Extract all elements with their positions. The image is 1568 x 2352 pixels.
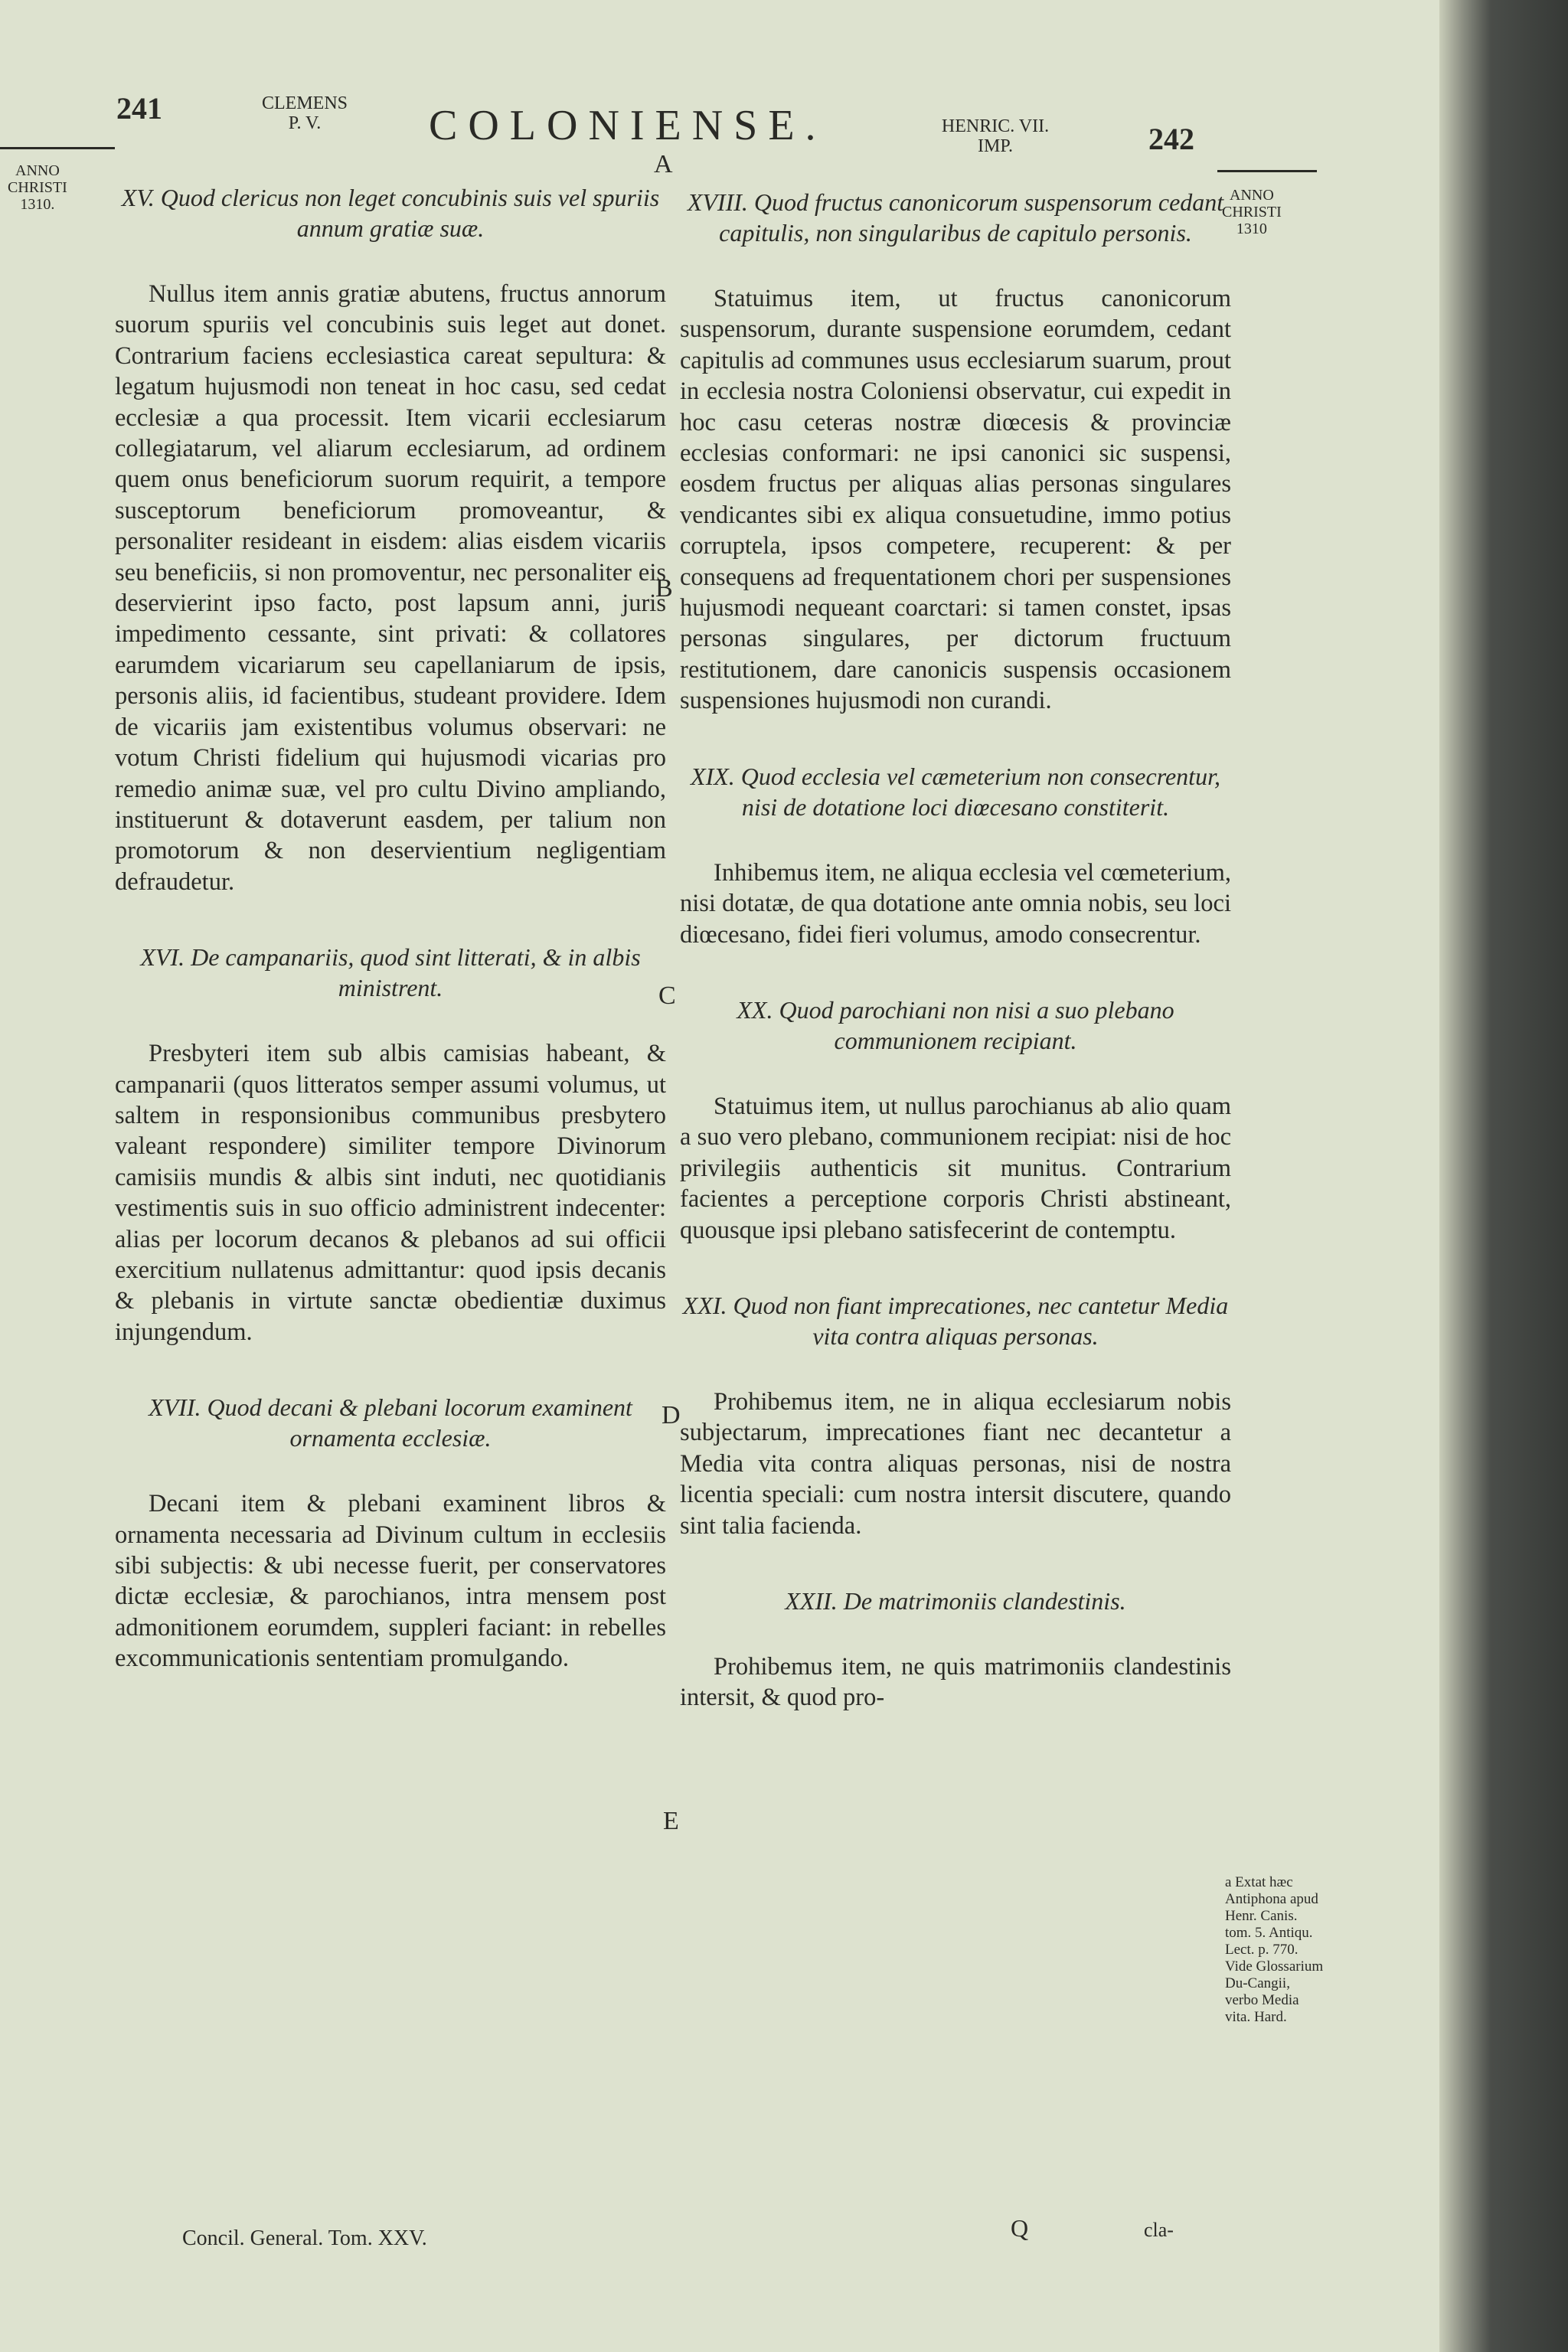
pope-number: P. V. [288,113,322,133]
emperor-title: IMP. [977,136,1014,156]
section-letter-b: B [655,574,673,603]
year-label: 1310 [1236,220,1267,237]
year-label: 1310. [20,196,55,213]
canon-text: Statuimus item, ut nullus parochianus ab alio quam a suo vero plebano, communionem recipiat: nisi de hoc privilegiis authenticis sit munitus. Contrarium facientes a perceptione corporis Christi abstineant, quousque ipsi plebano satisfecerint de contemptu. [680,1092,1231,1244]
canon-heading: XXI. Quod non fiant imprecationes, nec cantetur Media vita contra aliquas personas. [682,1291,1229,1350]
year-marker-left [8,162,67,213]
pope-name: CLEMENS [261,93,348,113]
left-column [115,182,666,1719]
canon-heading: XIX. Quod ecclesia vel cæmeterium non consecrentur, nisi de dotatione loci diœcesano constiterit. [691,762,1220,821]
canon-heading: XX. Quod parochiani non nisi a suo plebano communionem recipiant. [737,995,1174,1054]
side-note: a Extat hæc Antiphona apud Henr. Canis. tom. 5. Antiqu. Lect. p. 770. Vide Glossarium Du-Cangii, verbo Media vita. Hard. [1225,1874,1324,2025]
anno-label: ANNO [1230,187,1274,204]
page-number-left: 241 [116,91,162,126]
section-letter-d: D [662,1401,681,1429]
canon-text: Statuimus item, ut fructus canonicorum suspensorum, durante suspensione eorumdem, cedant capitulis ad communes usus ecclesiarum suarum, prout in ecclesia nostra Coloniensi observatur, cui expedit in hoc casu ceteras nostræ diœcesis & provinciæ ecclesias conformari: ne ipsi canonici sic suspensi, eosdem fructus per aliquas alias personas singulares vendicantes sibi ex aliqua consuetudine, immo potius corruptela, ipsos competere, recuperent: & per consequens ad frequentationem chori per suspensiones hujusmodi nequeant coarctari: si tamen constet, ipsas personas singulares, per dictorum fructuum restitutionem, dare canonicis suspensis occasionem suspensiones hujusmodi non curandi. [680,285,1231,715]
book-gutter [1439,0,1568,2352]
canon-heading: XVIII. Quod fructus canonicorum suspensorum cedant capitulis, non singularibus de capitulo personis. [687,188,1224,247]
canon-text: Inhibemus item, ne aliqua ecclesia vel cœmeterium, nisi dotatæ, de qua dotatione ante omnia nobis, seu loci diœcesano, fidei fieri volumus, amodo consecrentur. [680,858,1231,949]
section-letter-e: E [663,1807,679,1835]
margin-rule-left [0,147,115,149]
canon-text: Prohibemus item, ne quis matrimoniis clandestinis intersit, & quod pro- [680,1652,1231,1712]
catchword: cla- [1144,2219,1174,2241]
christi-label: CHRISTI [1222,204,1282,220]
section-letter-c: C [658,982,676,1010]
page-title: COLONIENSE. [429,102,827,149]
canon-text: Presbyteri item sub albis camisias habeant, & campanarii (quos litteratos semper assumi volumus, ut saltem in responsionibus communibus presbytero valeant respondere) similiter tempore Divinorum camisiis mundis & albis sint induti, nec quotidianis vestimentis suis in suo officio administrent indecenter: alias per locorum decanos & plebanos ad sui officii exercitium nullatenus admittantur: quod ipsis decanis & plebanis in virtute sanctæ obedientiæ duximus injungendum. [115,1040,666,1346]
emperor-name: HENRIC. VII. [941,116,1050,136]
page-number-right: 242 [1148,122,1194,156]
christi-label: CHRISTI [8,179,67,196]
canon-heading: XVI. De campanariis, quod sint litterati, & in albis ministrent. [140,943,641,1002]
canon-heading: XVII. Quod decani & plebani locorum examinent ornamenta ecclesiæ. [149,1393,632,1452]
margin-rule-right [1217,170,1317,172]
right-column [680,187,1231,1758]
signature-mark: Q [1011,2214,1029,2242]
section-letter-a: A [654,150,673,178]
footer-citation: Concil. General. Tom. XXV. [182,2226,427,2250]
anno-label: ANNO [15,162,60,179]
canon-text: Nullus item annis gratiæ abutens, fructus annorum suorum spuriis vel concubinis suis leget aut donet. Contrarium faciens ecclesiastica careat sepultura: & legatum hujusmodi non teneat in hoc casu, sed cedat ecclesiæ a qua processit. Item vicarii ecclesiarum collegiatarum, vel aliarum ecclesiarum, ad ordinem quem onus beneficiorum suorum requirit, a tempore susceptorum beneficiorum promoveantur, & personaliter resideant in eisdem: alias eisdem vicariis seu beneficiis, si non promoventur, nec personaliter eis deservierint ipso facto, post lapsum anni, juris impedimento cessante, sint privati: & collatores earumdem vicariarum seu capellaniarum de ipsis, personis aliis, id facientibus, studeant providere. Idem de vicariis jam existentibus volumus observari: ne votum Christi fidelium qui hujusmodi vicarias pro remedio animæ suæ, vel pro cultu Divino ampliando, instituerunt & dotaverunt easdem, per talium non promotorum & non deservientium negligentiam defraudetur. [115,280,666,896]
canon-heading: XV. Quod clericus non leget concubinis suis vel spuriis annum gratiæ suæ. [121,184,660,242]
canon-heading: XXII. De matrimoniis clandestinis. [785,1586,1126,1615]
pope-running-head [243,93,366,133]
canon-text: Prohibemus item, ne in aliqua ecclesiarum nobis subjectarum, imprecationes fiant nec decantetur a Media vita contra aliquas personas, nisi de nostra licentia speciali: cum nostra intersit discutere, quando sint talia facienda. [680,1387,1231,1540]
canon-text: Decani item & plebani examinent libros & ornamenta necessaria ad Divinum cultum in ecclesiis sibi subjectis: & ubi necesse fuerit, per conservatores dictæ ecclesiæ, & parochianos, intra mensem post admonitionem eorumdem, suppleri faciant: in rebelles excommunicationis sententiam promulgando. [115,1490,666,1673]
emperor-running-head [919,116,1072,156]
